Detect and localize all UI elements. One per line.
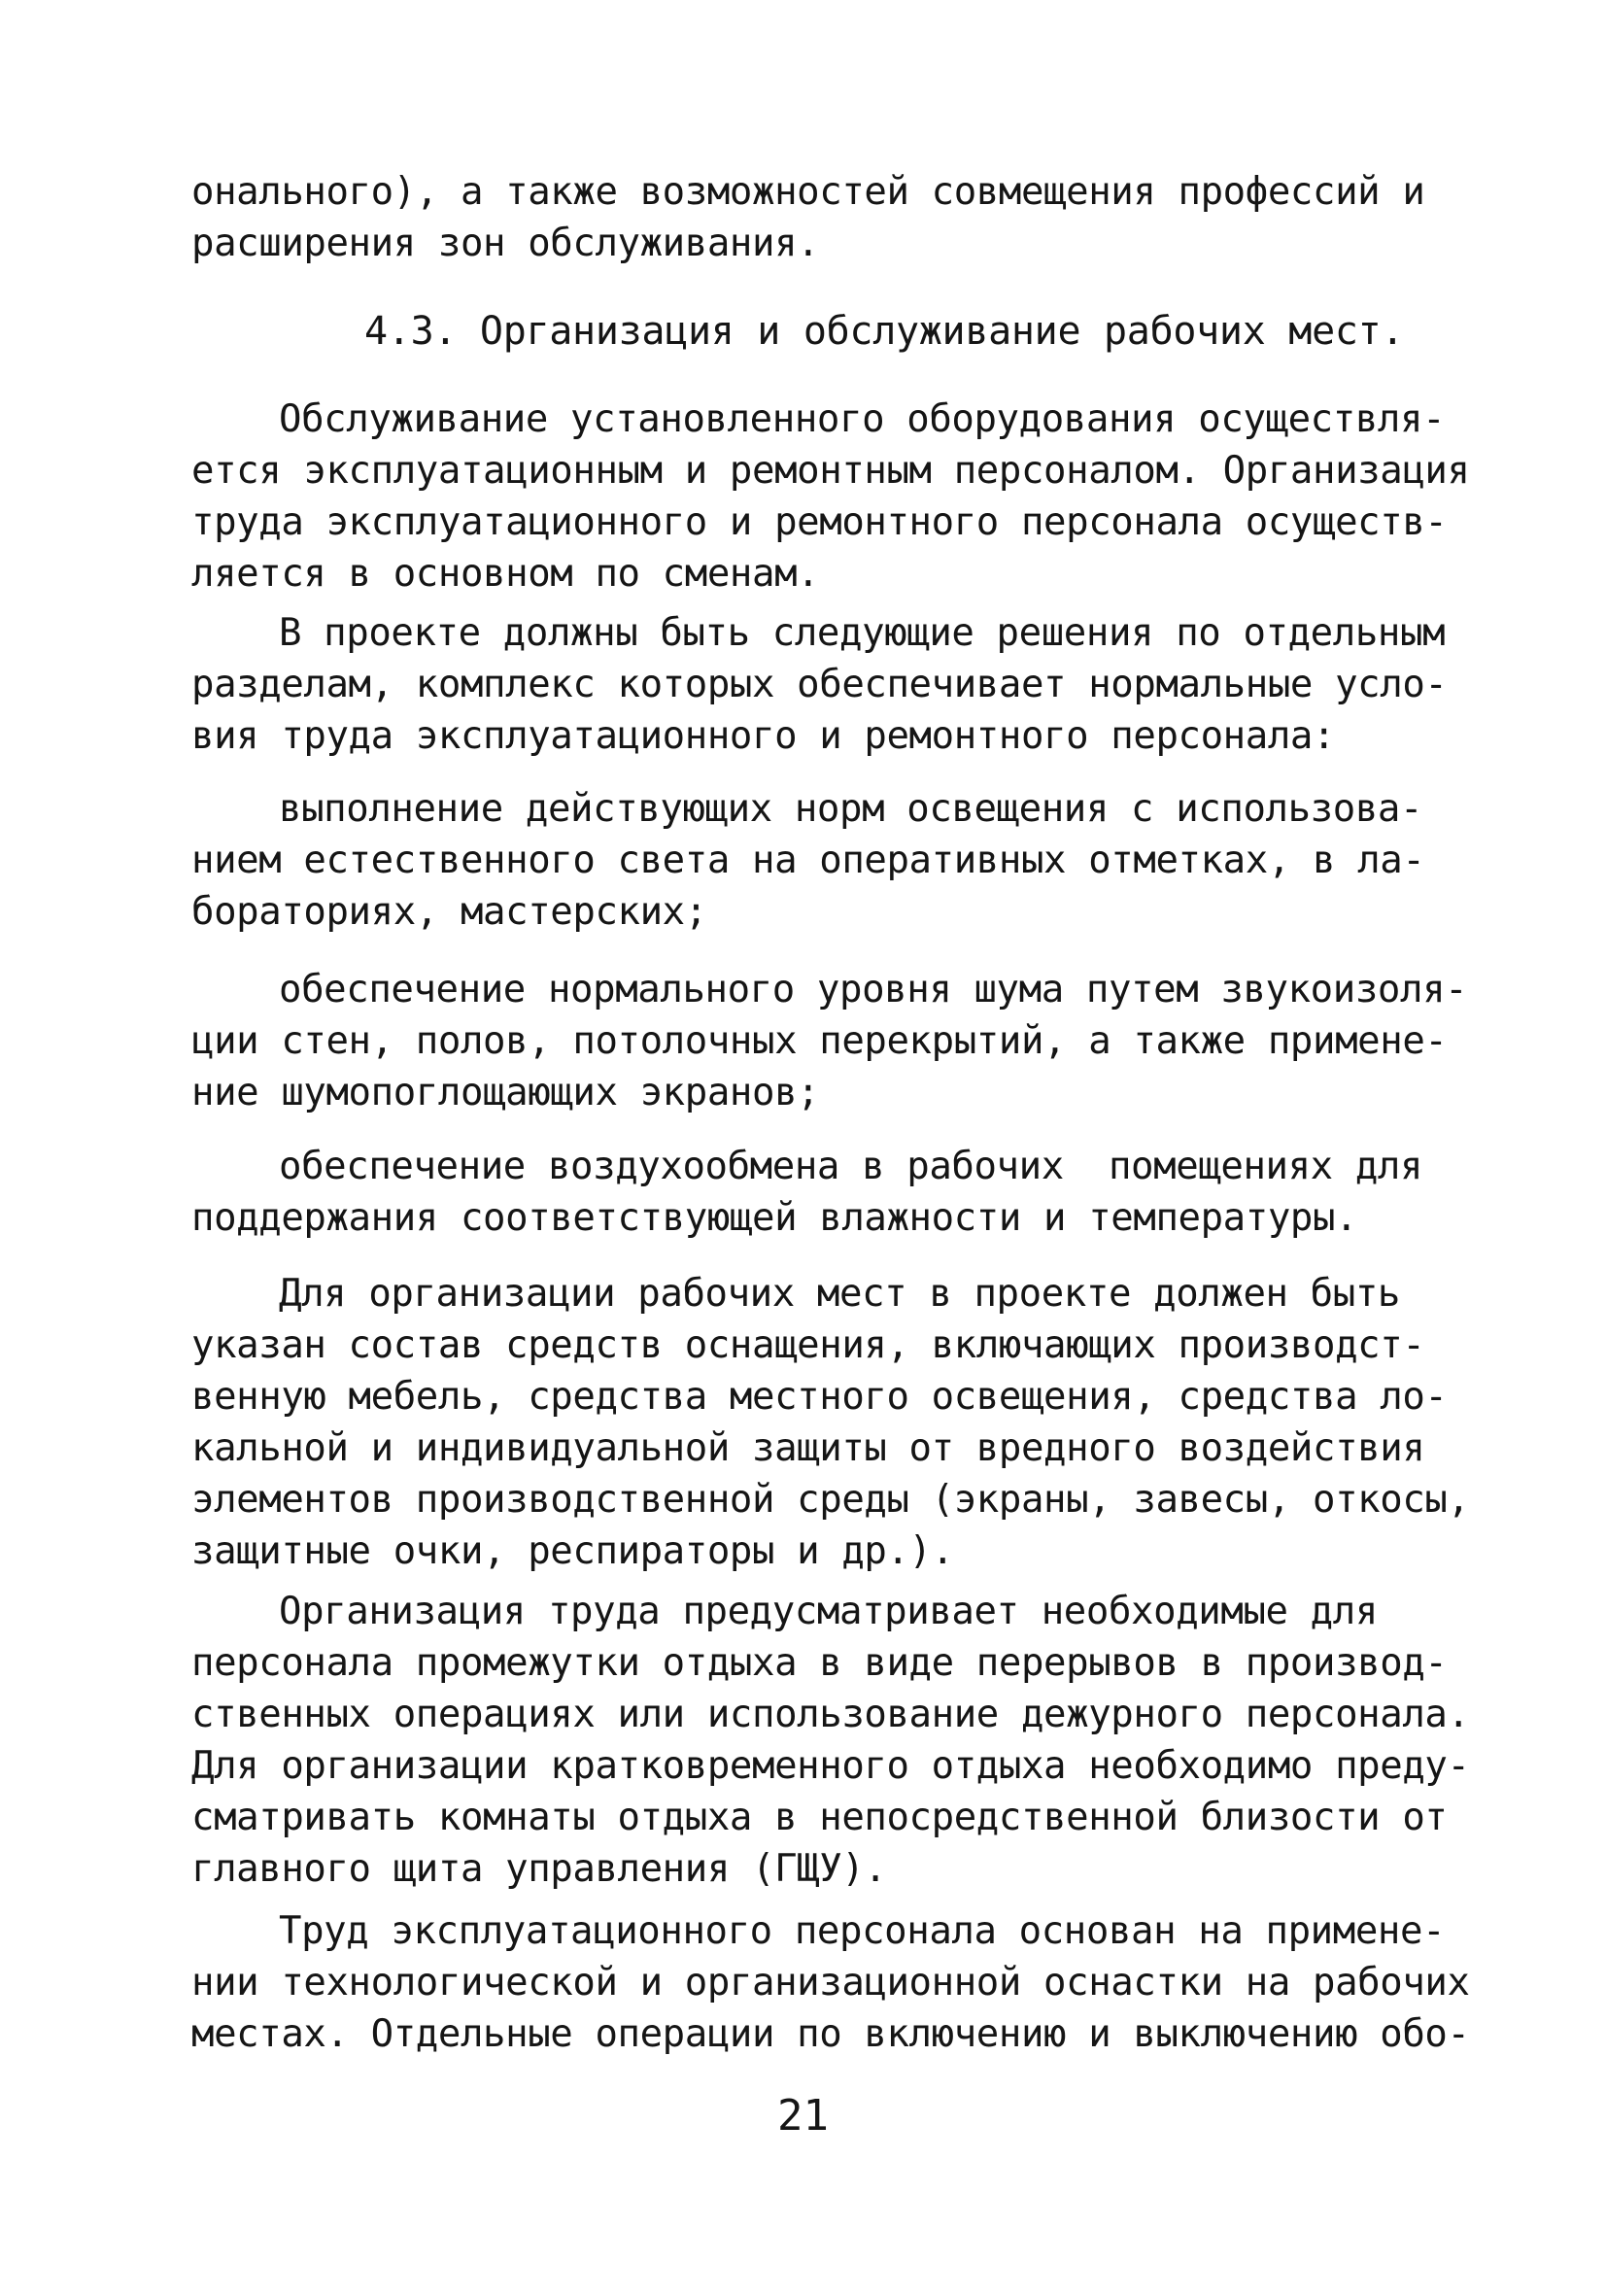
text-line: В проекте должны быть следующие решения по отдельным [279,611,1446,655]
text-line: главного щита управления (ГЩУ). [191,1847,887,1891]
text-line: вия труда эксплуатационного и ремонтного персонала: [191,714,1336,758]
text-line: сматривать комнаты отдыха в непосредственной близости от [191,1796,1448,1839]
text-line: онального), а также возможностей совмещения профессий и [191,170,1425,214]
text-line: местах. Отдельные операции по включению и выключению обо- [191,2012,1470,2056]
text-line: нии технологической и организационной оснастки на рабочих [191,1961,1470,2005]
text-line: обеспечение воздухообмена в рабочих помещениях для [279,1145,1423,1188]
text-line: ляется в основном по сменам. [191,552,820,596]
text-line: нием естественного света на оперативных отметках, в ла- [191,839,1425,882]
text-line: венную мебель, средства местного освещения, средства ло- [191,1375,1448,1419]
text-line: труда эксплуатационного и ремонтного персонала осуществ- [191,500,1448,544]
text-line: выполнение действующих норм освещения с использова- [279,787,1423,831]
text-line: бораториях, мастерских; [191,890,707,934]
text-line: ции стен, полов, потолочных перекрытий, а также примене- [191,1019,1448,1063]
text-line: ственных операциях или использование дежурного персонала. [191,1693,1470,1736]
text-line: поддержания соответствующей влажности и температуры. [191,1196,1358,1240]
text-line: элементов производственной среды (экраны, завесы, откосы, [191,1478,1470,1522]
text-line: Труд эксплуатационного персонала основан на примене- [279,1909,1446,1953]
text-line: персонала промежутки отдыха в виде перерывов в производ- [191,1641,1448,1685]
text-line: кальной и индивидуальной защиты от вредного воздействия [191,1426,1425,1470]
section-heading: 4.3. Организация и обслуживание рабочих мест. [364,309,1405,354]
text-line: Для организации кратковременного отдыха необходимо преду- [191,1744,1470,1788]
text-line: Организация труда предусматривает необходимые для [279,1590,1378,1633]
text-line: ется эксплуатационным и ремонтным персоналом. Организация [191,449,1470,493]
page-number: 21 [777,2091,829,2141]
text-line: Обслуживание установленного оборудования осуществля- [279,397,1446,441]
text-line: ние шумопоглощающих экранов; [191,1071,820,1114]
text-line: указан состав средств оснащения, включающих производст- [191,1323,1425,1367]
text-line: разделам, комплекс которых обеспечивает нормальные усло- [191,663,1448,706]
text-line: защитные очки, респираторы и др.). [191,1529,954,1573]
text-line: Для организации рабочих мест в проекте должен быть [279,1272,1400,1316]
text-line: расширения зон обслуживания. [191,222,820,265]
text-line: обеспечение нормального уровня шума путем звукоизоля- [279,968,1468,1011]
